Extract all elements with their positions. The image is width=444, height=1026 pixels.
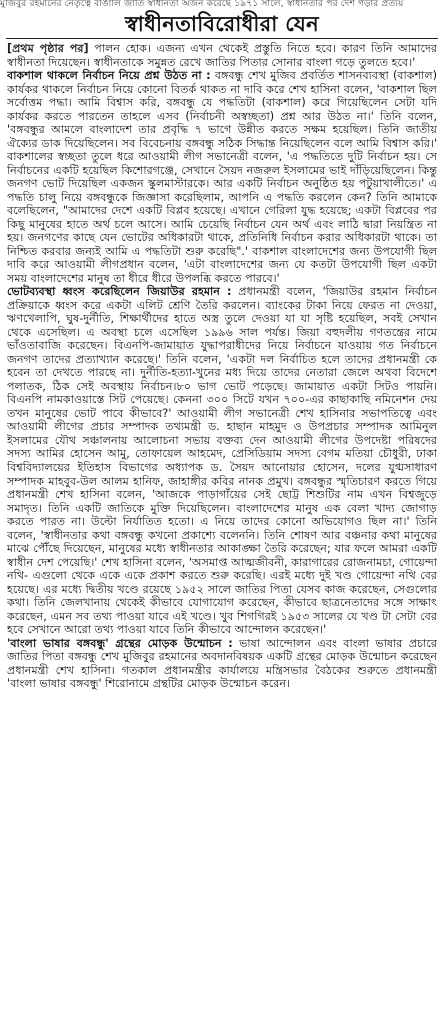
section-heading: বাকশাল থাকলে নির্বাচন নিয়ে প্রশ্ন উঠত না : xyxy=(7,69,211,83)
intro-text: পালন হোক। এজন্য এখন থেকেই প্রস্তুতি নিতে হবে। কারণ তিনি আমাদের স্বাধীনতা দিয়েছেন। স্বাধীনতাকে সমুন্নত রেখে জাতির পিতার সোনার বাংলা গড়ে তুলতে হবে।' xyxy=(7,42,437,69)
section-heading: ভোটব্যবস্থা ধ্বংস করেছিলেন জিয়াউর রহমান : xyxy=(7,285,232,299)
section-paragraph xyxy=(7,69,437,285)
section-paragraph xyxy=(7,637,437,691)
section-heading: 'বাংলা ভাষার বঙ্গবন্ধু' গ্রন্থের মোড়ক উন্মোচন : xyxy=(7,636,233,650)
section-text: প্রধানমন্ত্রী বলেন, 'জিয়াউর রহমান নির্বাচন প্রক্রিয়াকে ধ্বংস করে একটা এলিট শ্রেণি তৈরি করলেন। ব্যাংকের টাকা নিয়ে ফেরত না দেওয়া, ঋণখেলাপি, ঘুষ-দুর্নীতি, শিক্ষার্থীদের হাতে অস্ত্র তুলে দেওয়া যা যা সৃষ্টি হয়েছিল, সবই সেখান থেকে এসেছিল। এ অবস্থা চলে এসেছিল ১৯৯৬ সাল পর্যন্ত। জিয়া বহুদলীয় গণতন্ত্রের নামে ভাঁওতাবাজি করেছেন। বিএনপি-জামায়াত যুদ্ধাপরাধীদের নিয়ে নির্বাচনে যাওয়ায় গত নির্বাচনে জনগণ তাদের প্রত্যাখ্যান করেছে।' তিনি বলেন, 'একটা দল নির্বাচিত হলে তাদের প্রধানমন্ত্রী কে হবেন তা দেখতে পারছে না। দুর্নীতি-হত্যা-খুনের মধ্য দিয়ে তাদের নেতারা জেলে অথবা বিদেশে পলাতক, ঠিক সেই অবস্থায় নির্বাচন।৮০ ভাগ ভোট পড়েছে। জামায়াত একটা সিটও পায়নি। বিএনপি নামকাওয়াস্তে সিট পেয়েছে। কেননা ৩০০ সিটে যখন ৭০০-এর কাছাকাছি নমিনেশন দেয় তখন মানুষের ভোট পাবে কীভাবে?' আওয়ামী লীগ সভানেত্রী শেখ হাসিনার সভাপতিত্বে এবং আওয়ামী লীগের প্রচার সম্পাদক তথ্যমন্ত্রী ড. হাছান মাহমুদ ও উপপ্রচার সম্পাদক আমিনুল ইসলামের যৌথ সঞ্চালনায় আলোচনা সভায় বক্তব্য দেন আওয়ামী লীগের উপদেষ্টা পরিষদের সদস্য আমির হোসেন আমু, তোফায়েল আহমেদ, প্রেসিডিয়াম সদস্য বেগম মতিয়া চৌধুরী, ঢাকা বিশ্ববিদ্যালয়ের ইতিহাস বিভাগের অধ্যাপক ড. সৈয়দ আনোয়ার হোসেন, দলের যুগ্মসাধারণ সম্পাদক মাহবুব-উল আলম হানিফ, জাহাঙ্গীর কবির নানক প্রমুখ। বঙ্গবন্ধুর স্মৃতিচারণ করতে গিয়ে প্রধানমন্ত্রী শেখ হাসিনা বলেন, 'আজকে পাড়াগাঁয়ের সেই ছোট্ট শিশুটির নাম এখন বিশ্বজুড়ে সমাদৃত। তিনি একটি জাতিকে মুক্তি দিয়েছিলেন। বাংলাদেশের মানুষ এক বেলা খাদ্য জোগাড় করতে পারত না। উল্টো নির্যাতিত হতো। এ নিয়ে তাদের কোনো অভিযোগও ছিল না।' তিনি বলেন, 'স্বাধীনতার কথা বঙ্গবন্ধু কখনো প্রকাশ্যে বলেননি। তিনি শোষণ আর বঞ্চনার কথা মানুষের মাঝে পৌঁছে দিয়েছেন, মানুষের মধ্যে স্বাধীনতার আকাঙ্ক্ষা তৈরি করেছেন; যার ফলে আমরা একটি স্বাধীন দেশ পেয়েছি।' শেখ হাসিনা বলেন, 'অসমাপ্ত আত্মজীবনী, কারাগারের রোজনামচা, গোয়েন্দা নথি- এগুলো থেকে একে একে প্রকাশ করতে শুরু করেছি। এরই মধ্যে দুই খণ্ড গোয়েন্দা নথি বের হয়েছে। এর মধ্যে দ্বিতীয় খণ্ডে রয়েছে ১৯৫২ সালে জাতির পিতা যেসব কাজ করেছেন, সেগুলোর কথা। তিনি জেলখানায় থেকেই কীভাবে যোগাযোগ করেছেন, কীভাবে ছাত্রনেতাদের সঙ্গে সাক্ষাৎ করেছেন, এমন সব তথ্য পাওয়া যাবে এই খণ্ডে। খুব শিগগিরই ১৯৫৩ সালের যে খণ্ড টা সেটা বের হবে সেখানে আরো তথ্য পাওয়া যাবে তিনি কীভাবে আন্দোলন করেছেন।' xyxy=(7,285,437,637)
continued-label: [প্রথম পৃষ্ঠার পর] xyxy=(7,42,89,55)
section-text: বঙ্গবন্ধু শেখ মুজিব প্রবর্তিত শাসনব্যবস্থা (বাকশাল) কার্যকর থাকলে নির্বাচন নিয়ে কোনো বিতর্ক থাকত না দাবি করে শেখ হাসিনা বলেন, 'বাকশাল ছিল সর্বোত্তম পদ্ধা। আমি বিশ্বাস করি, বঙ্গবন্ধু যে পদ্ধতিটা (বাকশাল) করে গিয়েছিলেন সেটা যদি কার্যকর করতে পারতেন তাহলে এসব (নির্বাচনী অস্বচ্ছতা) প্রশ্ন আর উঠত না।' তিনি বলেন, 'বঙ্গবন্ধুর আমলে বাংলাদেশ তার প্রবৃদ্ধি ৭ ভাগে উন্নীত করতে সক্ষম হয়েছিল। তিনি জাতীয় ঐক্যের ডাক দিয়েছিলেন। সব বিবেচনায় বঙ্গবন্ধু সঠিক সিদ্ধান্ত নিয়েছিলেন বলে আমি বিশ্বাস করি।' বাকশালের স্বচ্ছতা তুলে ধরে আওয়ামী লীগ সভানেত্রী বলেন, 'এ পদ্ধতিতে দুটি নির্বাচন হয়। সে নির্বাচনের একটি হয়েছিল কিশোরগঞ্জে, সেখানে সৈয়দ নজরুল ইসলামের ভাই দাঁড়িয়েছিলেন। কিন্তু জনগণ ভোট দিয়েছিল একজন স্কুলমাস্টারকে। আর একটি নির্বাচন অনুষ্ঠিত হয় পটুয়াখালীতে।' এ পদ্ধতি চালু নিয়ে বঙ্গবন্ধুকে জিজ্ঞাসা করেছিলাম, আপনি এ পদ্ধতি করলেন কেন? তিনি আমাকে বলেছিলেন, "আমাদের দেশে একটি বিপ্লব হয়েছে। এখানে গেরিলা যুদ্ধ হয়েছে; একটা বিপ্লবের পর কিছু মানুষের হাতে অর্থ চলে আসে। আমি চেয়েছি নির্বাচন যেন অর্থ এবং লাঠি দ্বারা নিয়ন্ত্রিত না হয়। জনগণের কাছে যেন ভোটের অধিকারটা থাকে, প্রতিনিধি নির্বাচন করার অধিকারটা থাকে। তা নিশ্চিত করবার জন্যই আমি এ পদ্ধতিটা শুরু করেছি".' বাকশাল বাংলাদেশের জন্য উপযোগী ছিল দাবি করে আওয়ামী লীগপ্রধান বলেন, 'এটা বাংলাদেশের জন্য যে কতটা উপযোগী ছিল একটা সময় বাংলাদেশের মানুষ তা ধীরে ধীরে উপলব্ধি করতে পারবে।' xyxy=(7,69,437,285)
headline-rule xyxy=(6,38,438,39)
article-body xyxy=(7,42,437,1024)
headline: স্বাধীনতাবিরোধীরা যেন xyxy=(125,12,319,36)
previous-article-fragment: মুজিবুর রহমানের নেতৃত্বে বাঙালি জাতি স্বাধীনতা অর্জন করেছে ১৯৭১ সালে, স্বাধীনতার পর দেশ গড়ার প্রত্যয় xyxy=(0,0,404,8)
section-text: ভাষা আন্দোলন এবং বাংলা ভাষার প্রচারে জাতির পিতা বঙ্গবন্ধু শেখ মুজিবুর রহমানের অবদানবিষয়ক একটি গ্রন্থের মোড়ক উন্মোচন করেছেন প্রধানমন্ত্রী শেখ হাসিনা। গতকাল প্রধানমন্ত্রীর কার্যালয়ে মন্ত্রিসভার বৈঠকের শুরুতে প্রধানমন্ত্রী 'বাংলা ভাষার বঙ্গবন্ধু' শিরোনামে গ্রন্থটির মোড়ক উন্মোচন করেন। xyxy=(7,636,437,691)
intro-paragraph xyxy=(7,42,437,69)
section-paragraph xyxy=(7,285,437,636)
